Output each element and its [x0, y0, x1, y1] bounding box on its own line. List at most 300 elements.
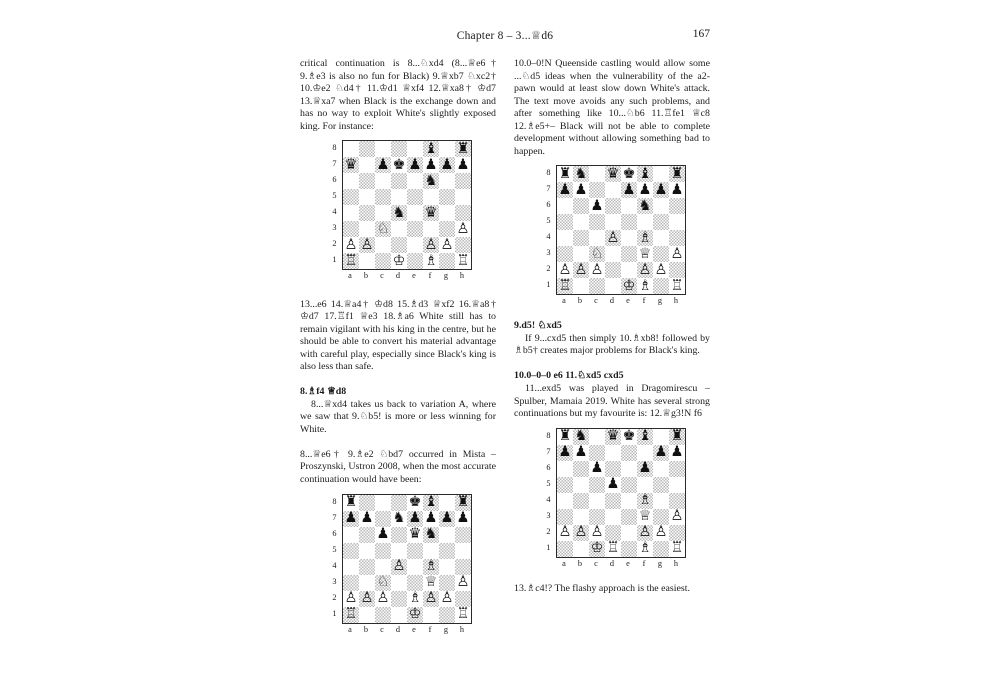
- running-head: [300, 28, 710, 44]
- board-square: [391, 237, 407, 253]
- board-square: [455, 527, 471, 543]
- board-rank: [343, 607, 471, 623]
- piece-bq: ♛: [344, 156, 358, 173]
- piece-wn: ♘: [590, 245, 604, 262]
- file-label: h: [459, 271, 465, 281]
- piece-wp: ♙: [360, 236, 374, 253]
- piece-wr: ♖: [344, 252, 358, 269]
- rank-label: 7: [332, 512, 337, 522]
- file-label: f: [428, 271, 432, 281]
- heading-9-d5-nxd5: 9.d5! ♘xd5: [514, 320, 562, 332]
- board-square: [573, 541, 589, 557]
- board-square: [391, 253, 407, 269]
- board-square: [573, 493, 589, 509]
- piece-br: ♜: [344, 494, 358, 511]
- file-label: c: [594, 296, 598, 306]
- piece-wp: ♙: [440, 590, 454, 607]
- board-square: [637, 525, 653, 541]
- board-square: [573, 182, 589, 198]
- board-square: [407, 575, 423, 591]
- board-square: [589, 525, 605, 541]
- piece-bp: ♟: [654, 444, 668, 461]
- board-square: [669, 493, 685, 509]
- file-label: a: [562, 558, 566, 568]
- board-rank: [557, 214, 685, 230]
- piece-wn: ♘: [376, 574, 390, 591]
- page-number: 167: [692, 28, 710, 40]
- board-square: [637, 182, 653, 198]
- board-square: [621, 278, 637, 294]
- piece-wr: ♖: [606, 540, 620, 557]
- rank-label: 1: [546, 542, 551, 552]
- board-square: [359, 221, 375, 237]
- rank-labels: [329, 494, 340, 622]
- board-square: [455, 575, 471, 591]
- piece-wp: ♙: [424, 590, 438, 607]
- piece-wr: ♖: [670, 540, 684, 557]
- board-square: [557, 493, 573, 509]
- board-square: [653, 525, 669, 541]
- board-square: [669, 246, 685, 262]
- board-square: [439, 173, 455, 189]
- board-square: [391, 591, 407, 607]
- board-square: [557, 230, 573, 246]
- piece-wb: ♗: [638, 277, 652, 294]
- board-square: [343, 253, 359, 269]
- file-label: e: [412, 271, 416, 281]
- board-square: [557, 214, 573, 230]
- file-label: f: [642, 558, 646, 568]
- piece-wp: ♙: [344, 590, 358, 607]
- board-rank: [343, 173, 471, 189]
- piece-bq: ♛: [606, 428, 620, 445]
- rank-label: 4: [332, 207, 337, 217]
- board-square: [439, 511, 455, 527]
- rank-label: 3: [332, 223, 337, 233]
- board-square: [343, 141, 359, 157]
- piece-wr: ♖: [344, 606, 358, 623]
- board-square: [423, 575, 439, 591]
- para-critical-continuation: critical continuation is 8...♘xd4 (8...♕e6† 9.♗e3 is also no fun for Black) 9.♕xb7 ♘xc2† 10.♔e2 ♘d4† 11.♔d1 ♕xf4 12.♕xa8† ♔d7 13.♕xa7 when Black is the exchange down and has no way to exploit White's slightly exposed king. For instance:: [300, 58, 496, 132]
- board-rank: [343, 559, 471, 575]
- board-square: [557, 166, 573, 182]
- file-label: d: [609, 558, 615, 568]
- rank-label: 8: [546, 430, 551, 440]
- board-square: [621, 429, 637, 445]
- board-square: [439, 253, 455, 269]
- board-square: [455, 141, 471, 157]
- board-square: [605, 182, 621, 198]
- board-square: [669, 461, 685, 477]
- piece-bp: ♟: [376, 526, 390, 543]
- board-square: [637, 541, 653, 557]
- board-square: [391, 511, 407, 527]
- piece-wp: ♙: [590, 524, 604, 541]
- board-square: [359, 543, 375, 559]
- board-square: [669, 198, 685, 214]
- board-square: [359, 253, 375, 269]
- board-square: [343, 591, 359, 607]
- board-square: [637, 262, 653, 278]
- board-square: [557, 509, 573, 525]
- board-square: [455, 559, 471, 575]
- rank-label: 1: [332, 255, 337, 265]
- board-square: [455, 511, 471, 527]
- board-square: [423, 527, 439, 543]
- board-square: [423, 543, 439, 559]
- para-after-diagram-one: 13...e6 14.♕a4† ♔d8 15.♗d3 ♕xf2 16.♕a8† ♔d7 17.♖f1 ♕e3 18.♗a6 White still has to remain vigilant with his king in the centre, but he should be able to convert his material advantage with careful play, especially since Black's king is also less than safe.: [300, 298, 496, 373]
- board-square: [391, 607, 407, 623]
- piece-br: ♜: [558, 165, 572, 182]
- board-square: [605, 246, 621, 262]
- board-square: [423, 591, 439, 607]
- piece-wr: ♖: [456, 252, 470, 269]
- board-square: [605, 461, 621, 477]
- board-square: [621, 214, 637, 230]
- board-square: [589, 166, 605, 182]
- board-square: [653, 445, 669, 461]
- board-square: [621, 262, 637, 278]
- piece-bp: ♟: [456, 510, 470, 527]
- board-rank: [343, 141, 471, 157]
- board-square: [573, 262, 589, 278]
- board-square: [375, 253, 391, 269]
- board-square: [637, 214, 653, 230]
- rank-label: 5: [546, 478, 551, 488]
- chess-board: [342, 140, 472, 270]
- board-square: [669, 525, 685, 541]
- piece-wp: ♙: [360, 590, 374, 607]
- piece-wk: ♔: [622, 277, 636, 294]
- piece-bp: ♟: [456, 156, 470, 173]
- rank-label: 7: [332, 159, 337, 169]
- piece-wb: ♗: [638, 540, 652, 557]
- board-square: [407, 189, 423, 205]
- board-rank: [557, 198, 685, 214]
- board-square: [653, 198, 669, 214]
- board-square: [637, 509, 653, 525]
- board-square: [573, 166, 589, 182]
- board-square: [455, 495, 471, 511]
- board-rank: [557, 509, 685, 525]
- board-square: [669, 214, 685, 230]
- rank-labels: [543, 428, 554, 556]
- board-square: [637, 166, 653, 182]
- board-square: [343, 543, 359, 559]
- board-rank: [343, 575, 471, 591]
- board-square: [439, 237, 455, 253]
- board-square: [653, 278, 669, 294]
- board-square: [589, 262, 605, 278]
- piece-bp: ♟: [638, 181, 652, 198]
- piece-wp: ♙: [392, 558, 406, 575]
- board-square: [557, 445, 573, 461]
- board-square: [589, 445, 605, 461]
- board-square: [455, 543, 471, 559]
- rank-label: 2: [546, 526, 551, 536]
- diagram-three: [543, 165, 684, 311]
- file-label: g: [657, 558, 663, 568]
- board-square: [637, 230, 653, 246]
- piece-br: ♜: [670, 165, 684, 182]
- chess-board: [342, 494, 472, 624]
- piece-wp: ♙: [606, 229, 620, 246]
- file-labels: [556, 296, 686, 305]
- rank-label: 4: [546, 232, 551, 242]
- running-head-chapter: Chapter 8 – 3...♕d6: [456, 30, 554, 42]
- board-square: [653, 262, 669, 278]
- board-square: [605, 230, 621, 246]
- board-rank: [343, 205, 471, 221]
- board-square: [343, 189, 359, 205]
- piece-bn: ♞: [424, 172, 438, 189]
- board-rank: [557, 278, 685, 294]
- board-square: [439, 205, 455, 221]
- board-square: [359, 157, 375, 173]
- piece-wp: ♙: [344, 236, 358, 253]
- board-square: [621, 461, 637, 477]
- piece-wp: ♙: [638, 524, 652, 541]
- board-square: [439, 543, 455, 559]
- piece-wr: ♖: [670, 277, 684, 294]
- piece-wp: ♙: [574, 261, 588, 278]
- piece-bp: ♟: [376, 156, 390, 173]
- board-square: [621, 509, 637, 525]
- piece-wp: ♙: [654, 524, 668, 541]
- board-square: [637, 445, 653, 461]
- chess-board: [556, 428, 686, 558]
- file-label: c: [380, 271, 384, 281]
- para-variation-a: 8...♕xd4 takes us back to variation A, where we saw that 9.♘b5! is more or less winning for White.: [300, 398, 496, 435]
- board-square: [669, 166, 685, 182]
- piece-bb: ♝: [638, 428, 652, 445]
- board-square: [589, 509, 605, 525]
- board-square: [653, 230, 669, 246]
- board-square: [407, 591, 423, 607]
- piece-bn: ♞: [424, 526, 438, 543]
- board-square: [391, 221, 407, 237]
- board-rank: [343, 495, 471, 511]
- board-square: [589, 214, 605, 230]
- piece-wp: ♙: [558, 524, 572, 541]
- board-square: [439, 141, 455, 157]
- piece-bp: ♟: [558, 181, 572, 198]
- board-square: [573, 525, 589, 541]
- file-label: h: [673, 558, 679, 568]
- board-square: [391, 157, 407, 173]
- board-square: [653, 477, 669, 493]
- piece-bq: ♛: [408, 526, 422, 543]
- file-label: b: [363, 624, 369, 634]
- board-square: [557, 429, 573, 445]
- board-square: [653, 182, 669, 198]
- piece-wq: ♕: [638, 245, 652, 262]
- rank-label: 2: [332, 239, 337, 249]
- rank-label: 6: [546, 200, 551, 210]
- rank-label: 3: [546, 510, 551, 520]
- rank-label: 6: [332, 175, 337, 185]
- piece-wb: ♗: [408, 590, 422, 607]
- board-square: [359, 575, 375, 591]
- board-square: [637, 461, 653, 477]
- board-square: [455, 221, 471, 237]
- heading-8-bf4-qd8: 8.♗f4 ♕d8: [300, 386, 347, 398]
- board-square: [455, 189, 471, 205]
- piece-bp: ♟: [670, 444, 684, 461]
- board-square: [407, 495, 423, 511]
- board-rank: [557, 477, 685, 493]
- board-square: [407, 607, 423, 623]
- file-labels: [342, 625, 472, 634]
- piece-bn: ♞: [574, 428, 588, 445]
- piece-wk: ♔: [408, 606, 422, 623]
- piece-bp: ♟: [574, 181, 588, 198]
- para-dragomirescu: 11...exd5 was played in Dragomirescu – Spulber, Mamaia 2019. White has several strong continuations but my favourite is: 12.♕g3!N f6: [514, 382, 710, 420]
- piece-bn: ♞: [638, 197, 652, 214]
- diagram-four-container: [514, 428, 710, 574]
- board-square: [557, 477, 573, 493]
- board-square: [669, 509, 685, 525]
- piece-wp: ♙: [590, 261, 604, 278]
- file-label: h: [673, 296, 679, 306]
- file-label: g: [657, 296, 663, 306]
- piece-wp: ♙: [440, 236, 454, 253]
- board-square: [653, 461, 669, 477]
- piece-wb: ♗: [638, 229, 652, 246]
- piece-bp: ♟: [654, 181, 668, 198]
- board-square: [359, 141, 375, 157]
- piece-wp: ♙: [574, 524, 588, 541]
- file-label: g: [443, 624, 449, 634]
- board-square: [573, 477, 589, 493]
- board-rank: [557, 166, 685, 182]
- board-square: [605, 278, 621, 294]
- board-square: [407, 141, 423, 157]
- board-square: [669, 182, 685, 198]
- board-square: [407, 253, 423, 269]
- piece-wp: ♙: [456, 574, 470, 591]
- file-label: f: [642, 296, 646, 306]
- file-label: g: [443, 271, 449, 281]
- board-rank: [557, 541, 685, 557]
- board-square: [557, 246, 573, 262]
- board-square: [589, 541, 605, 557]
- board-square: [375, 591, 391, 607]
- board-square: [343, 511, 359, 527]
- para-flashy-approach: 13.♗c4!? The flashy approach is the easiest.: [514, 582, 690, 594]
- board-square: [359, 205, 375, 221]
- board-rank: [557, 461, 685, 477]
- board-square: [455, 591, 471, 607]
- piece-wp: ♙: [638, 261, 652, 278]
- piece-bp: ♟: [408, 510, 422, 527]
- board-square: [653, 214, 669, 230]
- piece-bk: ♚: [392, 156, 406, 173]
- board-square: [423, 559, 439, 575]
- board-square: [573, 198, 589, 214]
- board-square: [653, 509, 669, 525]
- board-square: [589, 278, 605, 294]
- piece-bn: ♞: [574, 165, 588, 182]
- board-square: [653, 429, 669, 445]
- board-square: [375, 237, 391, 253]
- piece-bb: ♝: [424, 494, 438, 511]
- rank-labels: [329, 140, 340, 268]
- file-label: e: [626, 558, 630, 568]
- board-square: [637, 493, 653, 509]
- board-square: [557, 278, 573, 294]
- board-square: [423, 173, 439, 189]
- board-square: [359, 189, 375, 205]
- rank-label: 3: [546, 248, 551, 258]
- piece-bp: ♟: [344, 510, 358, 527]
- board-square: [621, 182, 637, 198]
- board-square: [375, 141, 391, 157]
- board-rank: [343, 253, 471, 269]
- board-rank: [343, 189, 471, 205]
- board-square: [605, 214, 621, 230]
- board-square: [637, 246, 653, 262]
- file-label: d: [395, 271, 401, 281]
- board-square: [375, 527, 391, 543]
- rank-label: 5: [332, 191, 337, 201]
- piece-bp: ♟: [670, 181, 684, 198]
- piece-wp: ♙: [654, 261, 668, 278]
- file-label: a: [562, 296, 566, 306]
- piece-wb: ♗: [424, 558, 438, 575]
- board-square: [423, 189, 439, 205]
- board-square: [653, 166, 669, 182]
- board-square: [343, 157, 359, 173]
- rank-label: 1: [546, 280, 551, 290]
- board-square: [343, 495, 359, 511]
- piece-wq: ♕: [638, 508, 652, 525]
- file-label: b: [577, 296, 583, 306]
- board-square: [407, 173, 423, 189]
- board-square: [375, 607, 391, 623]
- board-rank: [557, 230, 685, 246]
- board-square: [391, 189, 407, 205]
- rank-label: 7: [546, 446, 551, 456]
- board-square: [375, 495, 391, 511]
- piece-bp: ♟: [574, 444, 588, 461]
- board-square: [359, 559, 375, 575]
- para-mista-proszynski: 8...♕e6† 9.♗e2 ♘bd7 occurred in Mista – Proszynski, Ustron 2008, when the most accurate continuation would have been:: [300, 448, 496, 486]
- piece-br: ♜: [558, 428, 572, 445]
- board-square: [605, 477, 621, 493]
- piece-wr: ♖: [558, 277, 572, 294]
- board-rank: [557, 182, 685, 198]
- rank-label: 5: [546, 216, 551, 226]
- file-label: c: [380, 624, 384, 634]
- rank-label: 6: [332, 528, 337, 538]
- board-square: [669, 477, 685, 493]
- board-square: [359, 591, 375, 607]
- board-square: [621, 198, 637, 214]
- rank-label: 2: [332, 592, 337, 602]
- rank-label: 8: [546, 168, 551, 178]
- file-label: e: [412, 624, 416, 634]
- diagram-one: [329, 140, 470, 286]
- piece-bn: ♞: [392, 204, 406, 221]
- board-square: [621, 541, 637, 557]
- board-square: [669, 278, 685, 294]
- rank-label: 5: [332, 544, 337, 554]
- board-square: [605, 525, 621, 541]
- file-label: b: [577, 558, 583, 568]
- board-rank: [557, 429, 685, 445]
- board-square: [407, 237, 423, 253]
